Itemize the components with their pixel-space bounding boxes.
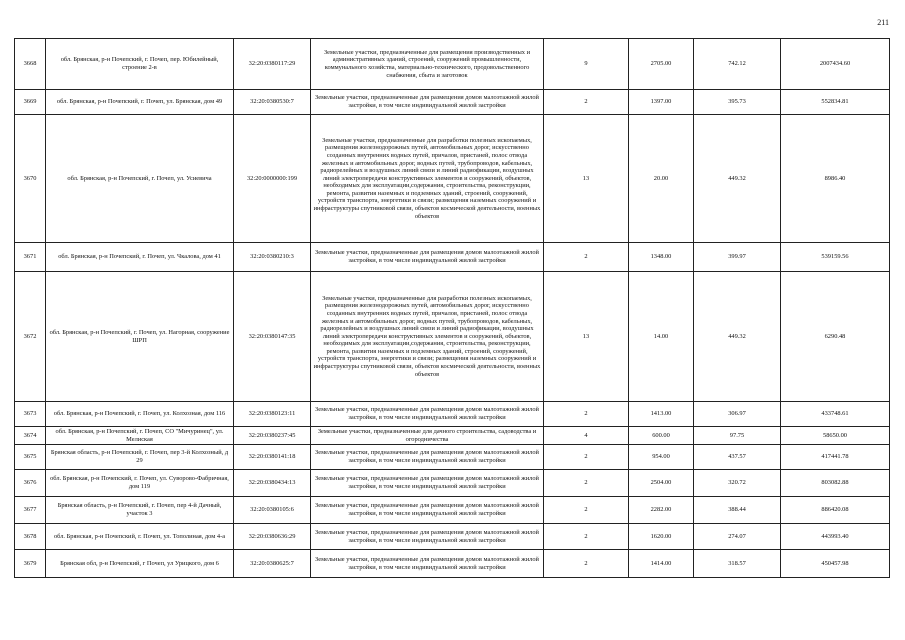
permitted-use-cell: Земельные участки, предназначенные для размещения производственных и административных зданий, строений, сооружений промышленности, коммунального хозяйства, материально-технического, продовольственного снабжения, сбыта и заготовок [311, 39, 544, 90]
cadastral-number-cell: 32:20:0380434:13 [234, 470, 311, 497]
address-cell: обл. Брянская, р-н Почепский, г. Почеп, ул. Чкалова, дом 41 [46, 243, 234, 272]
row-number: 3669 [15, 90, 46, 115]
address-cell: обл. Брянская, р-н Почепский, г. Почеп, ул. Усиевича [46, 115, 234, 243]
area-cell: 1413.00 [629, 402, 694, 427]
specific-value-cell: 274.07 [694, 524, 781, 550]
cadastral-value-cell: 886420.08 [781, 497, 890, 524]
area-cell: 2504.00 [629, 470, 694, 497]
address-cell: Брянская обл, р-н Почепский, г Почеп, ул Урицкого, дом 6 [46, 550, 234, 578]
cadastral-value-cell: 433748.61 [781, 402, 890, 427]
table-row [15, 445, 890, 470]
permitted-use-cell: Земельные участки, предназначенные для размещения домов малоэтажной жилой застройки, в том числе индивидуальной жилой застройки [311, 470, 544, 497]
row-number: 3678 [15, 524, 46, 550]
cadastral-value-cell: 539159.56 [781, 243, 890, 272]
cadastral-number-cell: 32:20:0380123:11 [234, 402, 311, 427]
area-cell: 1620.00 [629, 524, 694, 550]
category-cell: 2 [544, 470, 629, 497]
cadastral-value-cell: 2007434.60 [781, 39, 890, 90]
specific-value-cell: 318.57 [694, 550, 781, 578]
specific-value-cell: 388.44 [694, 497, 781, 524]
specific-value-cell: 437.57 [694, 445, 781, 470]
category-cell: 13 [544, 115, 629, 243]
table-row [15, 39, 890, 90]
table-row [15, 90, 890, 115]
permitted-use-cell: Земельные участки, предназначенные для разработки полезных ископаемых, размещения железнодорожных путей, автомобильных дорог, искусственно созданных внутренних водных путей, причалов, пристаней, полос отвода железных и автомобильных дорог, водных путей, трубопроводов, кабельных, радиорелейных и воздушных линий связи и линий радиофикации, воздушных линий электропередачи конструктивных элементов и сооружений, объектов, необходимых для эксплуатации,содержания, строительства, реконструкции, ремонта, развития наземных и подземных зданий, строений, сооружений, устройств транспорта, энергетики и связи; размещения наземных сооружений и инфраструктуры спутниковой связи, объектов космической деятельности, военных объектов [311, 272, 544, 402]
row-number: 3672 [15, 272, 46, 402]
category-cell: 2 [544, 524, 629, 550]
cadastral-number-cell: 32:20:0380117:29 [234, 39, 311, 90]
address-cell: обл. Брянская, р-н Почепский, г. Почеп, ул. Нагорная, сооружение ШРП [46, 272, 234, 402]
table-row [15, 497, 890, 524]
specific-value-cell: 97.75 [694, 427, 781, 445]
area-cell: 954.00 [629, 445, 694, 470]
cadastral-value-cell: 552834.81 [781, 90, 890, 115]
cadastral-number-cell: 32:20:0380210:3 [234, 243, 311, 272]
row-number: 3676 [15, 470, 46, 497]
area-cell: 1397.00 [629, 90, 694, 115]
address-cell: обл. Брянская, р-н Почепский, г. Почеп, ул. Брянская, дом 49 [46, 90, 234, 115]
address-cell: обл. Брянская, р-н Почепский, г. Почеп, пер. Юбилейный, строение 2-в [46, 39, 234, 90]
category-cell: 2 [544, 497, 629, 524]
cadastral-number-cell: 32:20:0380636:29 [234, 524, 311, 550]
category-cell: 2 [544, 402, 629, 427]
row-number: 3670 [15, 115, 46, 243]
permitted-use-cell: Земельные участки, предназначенные для размещения домов малоэтажной жилой застройки, в том числе индивидуальной жилой застройки [311, 243, 544, 272]
row-number: 3675 [15, 445, 46, 470]
address-cell: обл. Брянская, р-н Почепский, г. Почеп, СО "Мичуринец", ул. Мелиская [46, 427, 234, 445]
table-row [15, 470, 890, 497]
permitted-use-cell: Земельные участки, предназначенные для размещения домов малоэтажной жилой застройки, в том числе индивидуальной жилой застройки [311, 550, 544, 578]
row-number: 3673 [15, 402, 46, 427]
category-cell: 2 [544, 243, 629, 272]
address-cell: обл. Брянская, р-н Почепский, г. Почеп, ул. Суворово-Фабричная, дом 119 [46, 470, 234, 497]
area-cell: 2282.00 [629, 497, 694, 524]
category-cell: 9 [544, 39, 629, 90]
row-number: 3679 [15, 550, 46, 578]
row-number: 3674 [15, 427, 46, 445]
category-cell: 13 [544, 272, 629, 402]
permitted-use-cell: Земельные участки, предназначенные для размещения домов малоэтажной жилой застройки, в том числе индивидуальной жилой застройки [311, 445, 544, 470]
cadastral-value-cell: 6290.48 [781, 272, 890, 402]
table-row [15, 427, 890, 445]
table-row [15, 524, 890, 550]
area-cell: 1348.00 [629, 243, 694, 272]
permitted-use-cell: Земельные участки, предназначенные для размещения домов малоэтажной жилой застройки, в том числе индивидуальной жилой застройки [311, 524, 544, 550]
address-cell: Брянская область, р-н Почепский, г. Почеп, пер 3-й Колхозный, д 29 [46, 445, 234, 470]
area-cell: 1414.00 [629, 550, 694, 578]
area-cell: 20.00 [629, 115, 694, 243]
land-registry-table [14, 38, 890, 578]
permitted-use-cell: Земельные участки, предназначенные для разработки полезных ископаемых, размещения железнодорожных путей, автомобильных дорог, искусственно созданных внутренних водных путей, причалов, пристаней, полос отвода железных и автомобильных дорог, водных путей, трубопроводов, кабельных, радиорелейных и воздушных линий связи и линий радиофикации, воздушных линий электропередачи конструктивных элементов и сооружений, объектов, необходимых для эксплуатации,содержания, строительства, реконструкции, ремонта, развития наземных и подземных зданий, строений, сооружений, устройств транспорта, энергетики и связи; размещения наземных сооружений и инфраструктуры спутниковой связи, объектов космической деятельности, военных объектов [311, 115, 544, 243]
table-row [15, 243, 890, 272]
category-cell: 2 [544, 445, 629, 470]
permitted-use-cell: Земельные участки, предназначенные для размещения домов малоэтажной жилой застройки, в том числе индивидуальной жилой застройки [311, 497, 544, 524]
row-number: 3671 [15, 243, 46, 272]
cadastral-value-cell: 450457.98 [781, 550, 890, 578]
specific-value-cell: 306.97 [694, 402, 781, 427]
permitted-use-cell: Земельные участки, предназначенные для дачного строительства, садоводства и огородничества [311, 427, 544, 445]
cadastral-number-cell: 32:20:0380625:7 [234, 550, 311, 578]
cadastral-number-cell: 32:20:0380147:35 [234, 272, 311, 402]
cadastral-number-cell: 32:20:0000000:199 [234, 115, 311, 243]
cadastral-value-cell: 417441.78 [781, 445, 890, 470]
row-number: 3668 [15, 39, 46, 90]
specific-value-cell: 449.32 [694, 272, 781, 402]
table-row [15, 115, 890, 243]
area-cell: 2705.00 [629, 39, 694, 90]
specific-value-cell: 395.73 [694, 90, 781, 115]
address-cell: Брянская область, р-н Почепский, г. Почеп, пер 4-й Дачный, участок 3 [46, 497, 234, 524]
specific-value-cell: 742.12 [694, 39, 781, 90]
cadastral-number-cell: 32:20:0380105:6 [234, 497, 311, 524]
specific-value-cell: 320.72 [694, 470, 781, 497]
cadastral-value-cell: 58650.00 [781, 427, 890, 445]
permitted-use-cell: Земельные участки, предназначенные для размещения домов малоэтажной жилой застройки, в том числе индивидуальной жилой застройки [311, 402, 544, 427]
area-cell: 600.00 [629, 427, 694, 445]
address-cell: обл. Брянская, р-н Почепский, г. Почеп, ул. Колхозная, дом 116 [46, 402, 234, 427]
cadastral-number-cell: 32:20:0380141:18 [234, 445, 311, 470]
category-cell: 2 [544, 550, 629, 578]
cadastral-value-cell: 443993.40 [781, 524, 890, 550]
table-row [15, 272, 890, 402]
cadastral-value-cell: 8986.40 [781, 115, 890, 243]
cadastral-number-cell: 32:20:0380237:45 [234, 427, 311, 445]
specific-value-cell: 399.97 [694, 243, 781, 272]
specific-value-cell: 449.32 [694, 115, 781, 243]
row-number: 3677 [15, 497, 46, 524]
permitted-use-cell: Земельные участки, предназначенные для размещения домов малоэтажной жилой застройки, в том числе индивидуальной жилой застройки [311, 90, 544, 115]
address-cell: обл. Брянская, р-н Почепский, г. Почеп, ул. Тополиная, дом 4-а [46, 524, 234, 550]
cadastral-number-cell: 32:20:0380530:7 [234, 90, 311, 115]
page-number: 211 [877, 18, 889, 27]
table-row [15, 550, 890, 578]
category-cell: 4 [544, 427, 629, 445]
cadastral-value-cell: 803082.88 [781, 470, 890, 497]
table-row [15, 402, 890, 427]
area-cell: 14.00 [629, 272, 694, 402]
category-cell: 2 [544, 90, 629, 115]
